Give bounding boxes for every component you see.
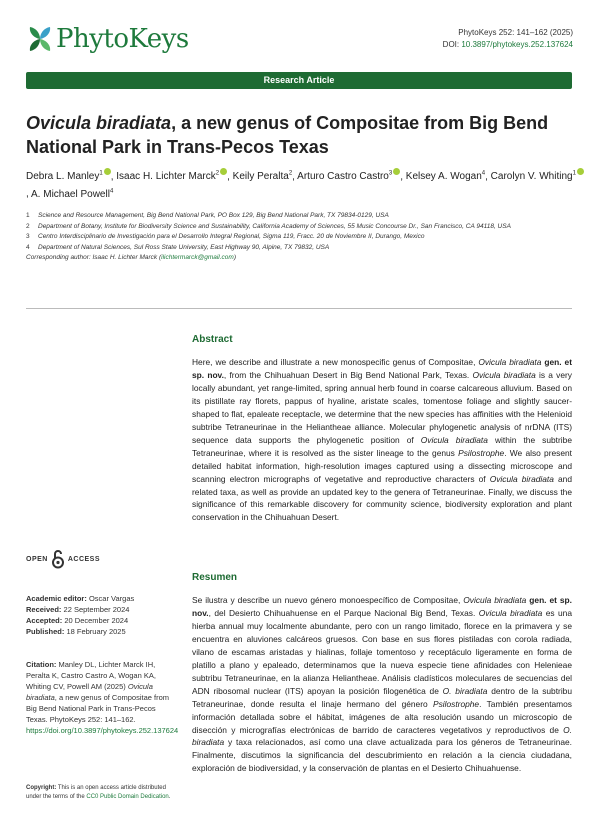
doi-link[interactable]: 10.3897/phytokeys.252.137624 [461,40,573,49]
doi-line [443,39,573,51]
corresponding-email-link[interactable]: ilichtermarck@gmail.com [161,254,234,261]
title-genus: Ovicula biradiata [26,113,172,133]
author[interactable]: Arturo Castro Castro$^3$ [297,171,400,182]
divider [26,308,572,309]
journal-citation: PhytoKeys 252: 141–162 (2025) [458,28,573,37]
citation-doi-link[interactable]: https://doi.org/10.3897/phytokeys.252.137624 [26,726,179,735]
corresponding-author: Corresponding author: Isaac H. Lichter Marck (ilichtermarck@gmail.com) [26,254,236,261]
orcid-icon[interactable] [393,168,400,175]
copyright-block: Copyright: This is an open access article distributed under the terms of the CC0 Public Domain Dedication. [26,785,171,800]
orcid-icon[interactable] [104,168,111,175]
affiliation: 4 Department of Natural Sciences, Sul Ross State University, East Highway 90, Alpine, TX 79832, USA [26,243,330,251]
editorial-info: Academic editor: Oscar Vargas Received: 22 September 2024 Accepted: 20 December 2024 Published: 18 February 2025 [26,594,135,636]
article-title [26,111,576,159]
author[interactable]: Kelsey A. Wogan$^4$ [405,171,486,183]
article-type-banner: Research Article [26,72,572,89]
orcid-icon[interactable] [220,168,227,175]
author[interactable]: A. Michael Powell$^4$ [31,188,114,200]
title-rest: , a new genus of Compositae from Big Bend National Park in Trans-Pecos Texas [26,113,549,157]
author[interactable]: Isaac H. Lichter Marck$^2$ [116,171,227,182]
author[interactable]: Debra L. Manley$^1$ [26,171,111,182]
resumen-heading: Resumen [192,572,238,583]
cc0-license-link[interactable]: CC0 Public Domain Dedication [86,793,169,800]
doi-label: DOI: [442,40,462,49]
affiliation: 1 Science and Resource Management, Big Bend National Park, PO Box 129, Big Bend National Park, TX 79834-0129, USA [26,212,389,219]
journal-name: PhytoKeys [56,24,189,54]
journal-logo[interactable] [26,24,189,54]
abstract-heading: Abstract [192,334,233,345]
affiliations [26,211,581,264]
author[interactable]: Keily Peralta$^2$ [232,171,293,183]
orcid-icon[interactable] [577,168,584,175]
resumen-text: Se ilustra y describe un nuevo género monoespecífico de Compositae, Ovicula biradiata gen. et sp. nov., del Desierto Chihuahuense en el Parque Nacional Big Bend, Texas. Ovicula biradiata es una hierba annual muy localmente abundante, pero con un rango limitado, florece en la primavera y se encuentra en aluviones calcáreos gruesos. Con base en sus flores pistiladas con corola radiada, vilano de escamas aristadas y hialinas, follaje tomentoso y receptáculo ligeramente en forma de platillo a plano y epaleado, determinamos que la nueva especie tiene afinidades con Helenieae subtribu Tetraneurinae, en la alianza Heliantheae. Análisis cladísticos moleculares de secuencias del ADN ribosomal nuclear (ITS) apoyan la posición filogenética de O. biradiata dentro de la subtribu Tetraneurinae, donde resulta el linaje hermano del género Psilostrophe. También presentamos información detallada sobre el hábitat, imágenes de alta resolución usando un microscopio de disección y micrografías electrónicas de barrido de caracteres vegetativos y reproductivos de O. biradiata y taxa relacionados, así como una clave actualizada para los géneros de Tetraneurinae. Finalmente, discutimos la significancia del descubrimiento en relación a la ciencia ciudadana, exploración de biodiversidad, y la conservación de plantas en el Desierto Chihuahuense. [192,595,572,774]
article-metadata [443,27,573,51]
affiliation: 2 Department of Botany, Institute for Biodiversity Science and Sustainability, California Academy of Sciences, 55 Music Concourse Dr., San Francisco, CA 94118, USA [26,222,511,230]
citation-block: Citation: Manley DL, Lichter Marck IH, Peralta K, Castro Castro A, Wogan KA, Whiting CV, Powell AM (2025) Ovicula biradiata, a new genus of Compositae from Big Bend National Park in Trans-Pecos Texas. PhytoKeys 252: 141–162. https://doi.org/10.3897/phytokeys.252.137624 [26,660,179,735]
open-access-badge: OPEN ACCESS [26,549,100,569]
abstract-text: Here, we describe and illustrate a new monospecific genus of Compositae, Ovicula biradiata gen. et sp. nov., from the Chihuahuan Desert in Big Bend National Park, Texas. Ovicula biradiata is a very locally abundant, yet range-limited, spring annual herb found in coarse calcareous alluvium. Based on its pistillate ray florets, pappus of hyaline, aristate scales, tomentose foliage and slightly saucer-shaped to flat, epaleate receptacle, we determine that the new species has affinities with the Helenioid subtribe Tetraneurinae in the Heliantheae alliance. Molecular phylogenetic analysis of nrDNA (ITS) sequence data supports the phylogenetic position of Ovicula biradiata within the subtribe Tetraneurinae, where it is resolved as the sister lineage to the genus Psilostrophe. We also present detailed habitat information, high-resolution images captured using a dissecting microscope and scanning electron micrographs of vegetative and reproductive characters of Ovicula biradiata and related taxa, as well as provide an updated key to the genera of Tetraneurinae. Finally, we discuss the significance of this remarkable discovery for community science, biodiversity exploration and plant conservation in the Chihuahuan Desert. [192,357,572,523]
author[interactable]: Carolyn V. Whiting$^1$ [491,171,584,182]
author-list: Debra L. Manley$^1$ , Isaac H. Lichter Marck$^2$ , Keily Peralta$^2$, Arturo Castro Castro$^3$ , Kelsey A. Wogan$^4$, Carolyn V. Whiting$^1$, A. Michael Powell$^4$ [26,167,586,202]
open-access-lock-icon [51,549,65,569]
affiliation: 3 Centro Interdisciplinario de Investigación para el Desarrollo Integral Regional, Sigma 119, Fracc. 20 de Noviembre II, Durango, Mexico [26,233,425,240]
leaf-logo-icon [26,24,54,54]
